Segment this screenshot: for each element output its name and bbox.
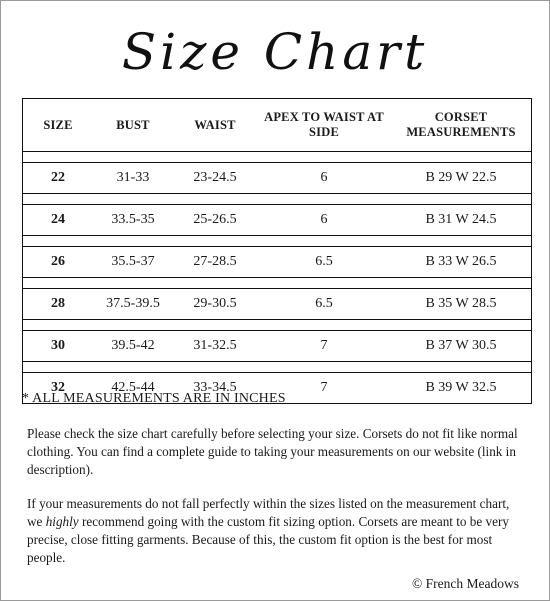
cell-bust: 31-33 bbox=[93, 163, 173, 194]
header-apex-to-waist: APEX TO WAIST AT SIDE bbox=[257, 99, 391, 152]
cell-bust: 37.5-39.5 bbox=[93, 289, 173, 320]
table-row bbox=[23, 205, 532, 236]
table-spacer bbox=[23, 152, 532, 163]
cell-waist: 33-34.5 bbox=[193, 380, 237, 395]
cell-apex: 6 bbox=[257, 205, 391, 236]
cell-bust: 33.5-35 bbox=[93, 205, 173, 236]
cell-corset: B 29 W 22.5 bbox=[391, 163, 532, 194]
cell-waist: 27-28.5 bbox=[173, 247, 257, 278]
table-header-row bbox=[23, 99, 532, 152]
cell-corset: B 39 W 32.5 bbox=[425, 380, 497, 395]
cell-apex: 6.5 bbox=[257, 289, 391, 320]
page-title: Size Chart bbox=[121, 23, 429, 81]
measurement-units-note: * ALL MEASUREMENTS ARE IN INCHES bbox=[22, 391, 286, 406]
cell-size: 26 bbox=[23, 247, 94, 278]
table-spacer bbox=[23, 236, 532, 247]
cell-corset: B 37 W 30.5 bbox=[391, 331, 532, 362]
table-row bbox=[23, 331, 532, 362]
cell-waist: 23-24.5 bbox=[173, 163, 257, 194]
size-table bbox=[22, 98, 532, 404]
cell-waist: 31-32.5 bbox=[173, 331, 257, 362]
cell-corset: B 33 W 26.5 bbox=[391, 247, 532, 278]
custom-fit-text-start: If your measurements do not fall perfectly within the sizes listed on the measurement chart, we bbox=[27, 496, 510, 529]
header-corset-measurements: CORSET MEASUREMENTS bbox=[391, 99, 532, 152]
cell-size: 22 bbox=[23, 163, 94, 194]
cell-waist: 25-26.5 bbox=[173, 205, 257, 236]
cell-apex: 7 bbox=[320, 380, 328, 395]
cell-bust: 39.5-42 bbox=[93, 331, 173, 362]
header-size: SIZE bbox=[23, 99, 94, 152]
copyright-notice: © French Meadows bbox=[412, 576, 519, 591]
table-spacer bbox=[23, 320, 532, 331]
table-spacer bbox=[23, 194, 532, 205]
custom-fit-text-end: recommend going with the custom fit sizing option. Corsets are meant to be very precise, close fitting garments. Because of this, the custom fit option is the best for most people. bbox=[27, 514, 509, 565]
custom-fit-emphasis: highly bbox=[45, 514, 79, 529]
table-row bbox=[23, 163, 532, 194]
header-bust: BUST bbox=[93, 99, 173, 152]
table-row bbox=[23, 289, 532, 320]
cell-apex: 6.5 bbox=[257, 247, 391, 278]
cell-bust: 42.5-44 bbox=[111, 380, 155, 395]
cell-size: 28 bbox=[23, 289, 94, 320]
table-row bbox=[23, 247, 532, 278]
cell-corset: B 35 W 28.5 bbox=[391, 289, 532, 320]
cell-apex: 6 bbox=[257, 163, 391, 194]
sizing-instructions-paragraph: Please check the size chart carefully before selecting your size. Corsets do not fit like normal clothing. You can find a complete guide to taking your measurements on our website (link in description). bbox=[27, 426, 518, 477]
table-spacer bbox=[23, 362, 532, 373]
cell-corset: B 31 W 24.5 bbox=[391, 205, 532, 236]
cell-bust: 35.5-37 bbox=[93, 247, 173, 278]
cell-size: 30 bbox=[23, 331, 94, 362]
custom-fit-paragraph bbox=[27, 495, 523, 567]
table-spacer bbox=[23, 278, 532, 289]
header-waist: WAIST bbox=[173, 99, 257, 152]
cell-size: 24 bbox=[23, 205, 94, 236]
cell-waist: 29-30.5 bbox=[173, 289, 257, 320]
cell-apex: 7 bbox=[257, 331, 391, 362]
cell-size: 32 bbox=[51, 380, 65, 395]
